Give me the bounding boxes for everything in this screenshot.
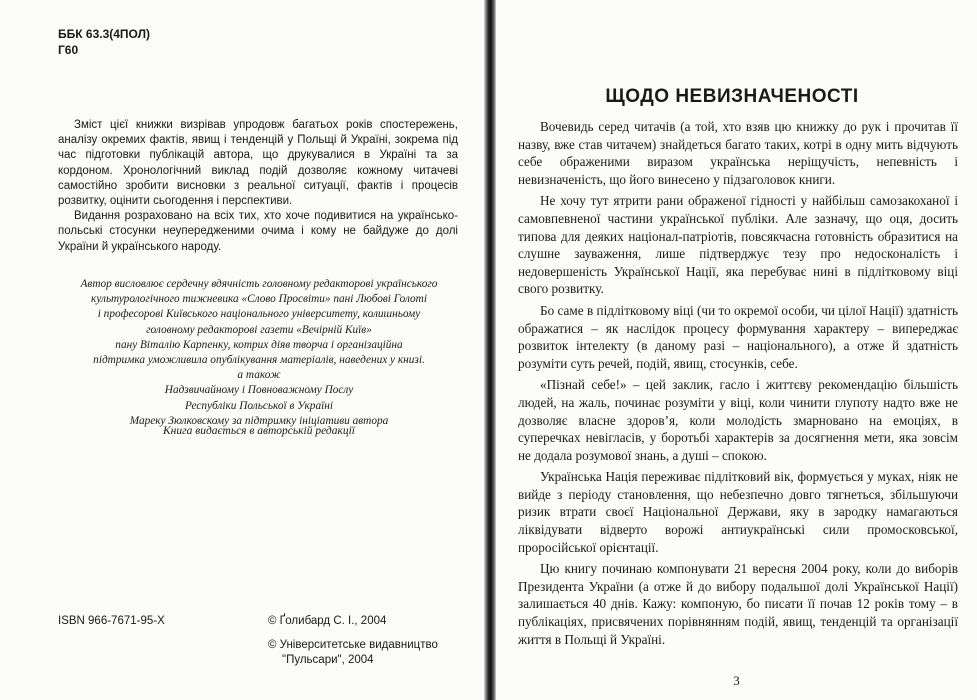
- ack-line: підтримка уможливила опублікування матеріалів, наведених у книзі.: [93, 354, 425, 367]
- ack-line: Республіки Польської в Україні: [185, 399, 333, 412]
- edition-note: Книга видається в авторській редакції: [163, 425, 355, 437]
- body-paragraph: «Пізнай себе!» – цей заклик, гасло і життєву рекомендацію більшість людей, на жаль, починає розуміти у віці, коли чинити глупоту надто вже не дозволяє власне здоров’я, коли молодість змарновано на емоціях, в суперечках невігласів, у боротьбі характерів за досягнення мети, яка зовсім не додала розумової знань, а душі – спокою.: [518, 377, 958, 463]
- ack-line: головному редакторові газети «Вечірній Київ»: [146, 323, 372, 336]
- body-paragraph: Цю книгу починаю компонувати 21 вересня 2004 року, коли до виборів Президента України (а отже й до вибору подальшої долі Української Нації) залишається 40 днів. Кажу: компоную, бо писати її почав 12 років тому – в публікаціях, присвячених порівнянням подій, явищ, тенденцій та організації життя в Польщі й Україні.: [518, 561, 958, 647]
- library-classification: [58, 26, 150, 58]
- copyright-publisher-line: "Пульсари", 2004: [282, 654, 374, 666]
- ack-line: Мареку Зюлковскому за підтримку ініціативи автора: [129, 414, 389, 427]
- abstract: [58, 118, 458, 255]
- isbn: ISBN 966-7671-95-X: [58, 615, 165, 627]
- ack-line: Надзвичайному і Повноважному Послу: [164, 384, 354, 397]
- chapter-title: ЩОДО НЕВИЗНАЧЕНОСТІ: [605, 86, 859, 107]
- body-paragraph: Бо саме в підлітковому віці (чи то окремої особи, чи цілої Нації) здатність ображатися – як наслідок процесу формування характеру – випереджає розвиток інтелекту (в даному разі – національного), а отже й здатність розуміти суть речей, подій, явищ, стосунків, себе.: [518, 302, 958, 371]
- ack-line: і професорові Київського національного університету, колишньому: [97, 308, 421, 321]
- copyright-author: © Ґолибард С. І., 2004: [268, 615, 387, 627]
- body-paragraph: Не хочу тут ятрити рани ображеної гідності у найбільш самозакоханої і самовпевненої частини української публіки. Але зазначу, що оця, досить типова для деяких націонал-патріотів, повсякчасна готовність образитися на слушне зауваження, лише підтверджує тезу про недосконалість і недовершеність Української Нації, яка перебуває нині в підлітковому віці свого розвитку.: [518, 193, 958, 297]
- ack-line: Автор висловлює сердечну вдячність головному редакторові українського: [80, 278, 438, 290]
- abstract-paragraph: Видання розраховано на всіх тих, хто хоче подивитися на українсько-польські стосунки неупередженими очима і кому не байдуже до долі України й українського народу.: [58, 210, 458, 253]
- left-page: [0, 0, 484, 700]
- abstract-paragraph: Зміст цієї книжки визрівав упродовж багатьох років спостережень, аналізу окремих фактів, явищ і тенденцій у Польщі й Україні, зокрема під час підготовки публікацій автора, що друкувалися в Україні та за кордоном. Хронологічний виклад подій дозволяє кожному читачеві самостійно зробити висновки з реальної ситуації, фактів і процесів розвитку, оцінити сьогодення і перспективи.: [58, 119, 458, 208]
- page-number: 3: [733, 673, 740, 688]
- copyright-publisher-line: © Університетське видавництво: [268, 639, 438, 651]
- acknowledgment: [50, 277, 468, 429]
- book-gutter: [484, 0, 496, 700]
- bbk-code: ББК 63.3(4ПОЛ): [58, 27, 151, 41]
- right-page: [496, 0, 977, 700]
- body-paragraph: Українська Нація переживає підлітковий вік, формується у муках, ніяк не вийде з періоду становлення, що небезпечно довго тягнеться, збільшуючи ризик втрати своєї Національної Держави, яку в зародку намагаються ліквідувати відверто ворожі антиукраїнські сили промосковської, проросійської орієнтації.: [518, 469, 958, 555]
- chapter-body: [518, 118, 958, 652]
- body-paragraph: Вочевидь серед читачів (а той, хто взяв цю книжку до рук і прочитав її назву, вже став читачем) знайдеться багато таких, котрі в одну мить відчують себе ображеними виразом українська неріщучість, непевність і невизначеність, що його винесено у підзаголовок книги.: [518, 119, 958, 187]
- copyright-publisher: [268, 638, 438, 668]
- ack-line: культурологічного тижневика «Слово Просвіти» пані Любові Голоті: [91, 293, 427, 306]
- ack-line: а також: [237, 369, 281, 382]
- index-code: Г60: [58, 43, 79, 57]
- ack-line: пану Віталію Карпенку, котрих діяв творча і організаційна: [115, 338, 403, 351]
